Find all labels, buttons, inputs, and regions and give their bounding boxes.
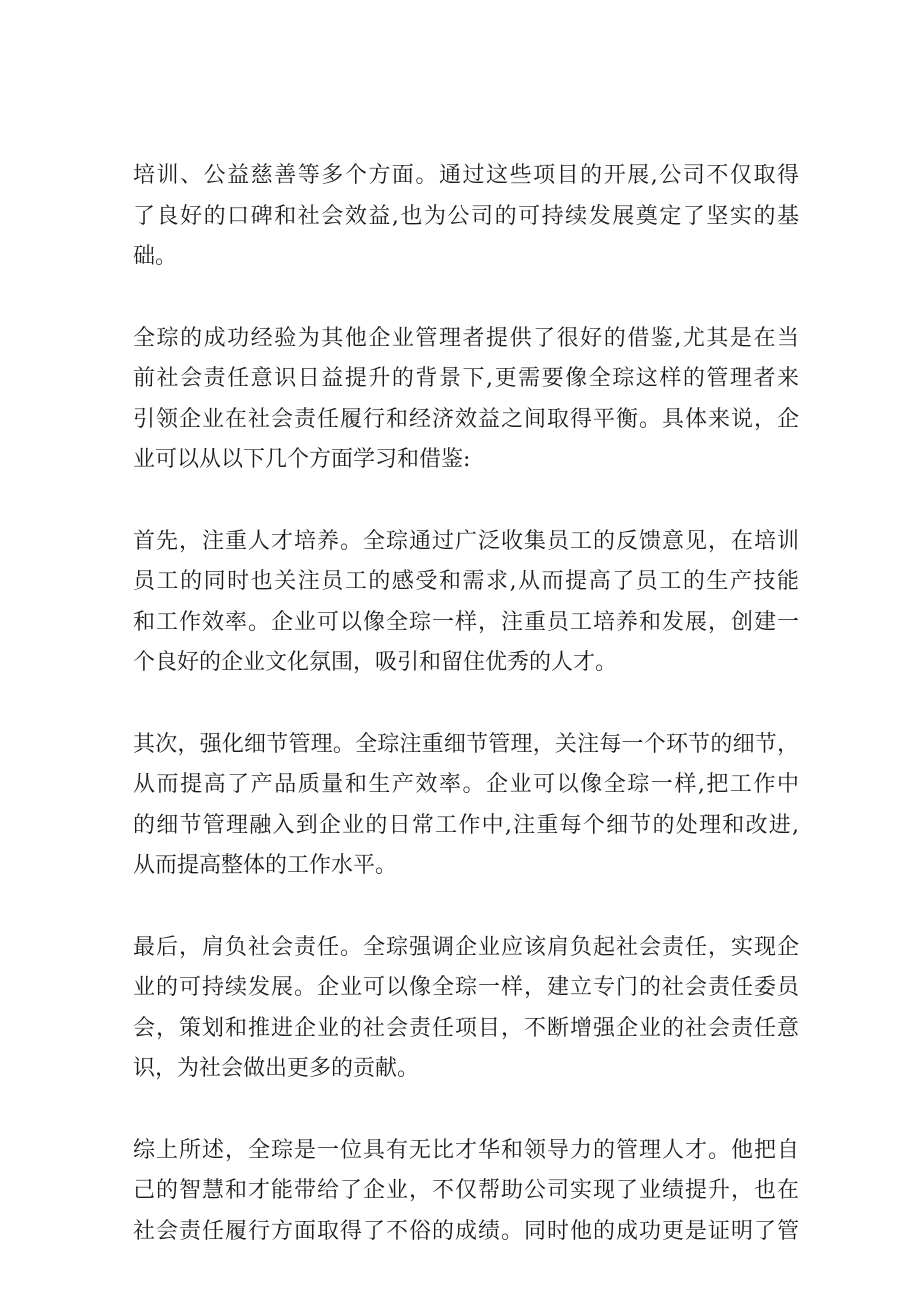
text-line: 的细节管理融入到企业的日常工作中,注重每个细节的处理和改进, bbox=[133, 812, 799, 838]
text-line: 前社会责任意识日益提升的背景下,更需要像全琮这样的管理者来 bbox=[133, 366, 799, 391]
text-line: 会，策划和推进企业的社会责任项目，不断增强企业的社会责任意 bbox=[133, 1015, 799, 1041]
paragraph-1 bbox=[133, 156, 799, 278]
text-line: 识，为社会做出更多的贡献。 bbox=[133, 1056, 420, 1081]
text-line: 引领企业在社会责任履行和经济效益之间取得平衡。具体来说，企 bbox=[133, 406, 799, 432]
document-body bbox=[133, 156, 799, 1293]
text-line: 综上所述，全琮是一位具有无比才华和领导力的管理人才。他把自 bbox=[133, 1137, 799, 1163]
text-line: 首先，注重人才培养。全琮通过广泛收集员工的反馈意见，在培训 bbox=[133, 528, 799, 554]
paragraph-2 bbox=[133, 319, 799, 481]
text-line: 培训、公益慈善等多个方面。通过这些项目的开展,公司不仅取得 bbox=[133, 163, 799, 188]
text-line: 员工的同时也关注员工的感受和需求,从而提高了员工的生产技能 bbox=[133, 569, 799, 594]
paragraph-3 bbox=[133, 522, 799, 684]
text-line: 己的智慧和才能带给了企业，不仅帮助公司实现了业绩提升，也在 bbox=[133, 1178, 799, 1203]
text-line: 个良好的企业文化氛围，吸引和留住优秀的人才。 bbox=[133, 650, 618, 675]
text-line: 从而提高整体的工作水平。 bbox=[133, 853, 398, 878]
text-line: 了良好的口碑和社会效益,也为公司的可持续发展奠定了坚实的基 bbox=[133, 203, 799, 229]
text-line: 业可以从以下几个方面学习和借鉴: bbox=[133, 447, 471, 472]
text-line: 从而提高了产品质量和生产效率。企业可以像全琮一样,把工作中 bbox=[133, 772, 799, 797]
text-line: 其次，强化细节管理。全琮注重细节管理，关注每一个环节的细节， bbox=[133, 731, 799, 757]
paragraph-4 bbox=[133, 725, 799, 887]
text-line: 全琮的成功经验为其他企业管理者提供了很好的借鉴,尤其是在当 bbox=[133, 325, 799, 351]
text-line: 业的可持续发展。企业可以像全琮一样，建立专门的社会责任委员 bbox=[133, 975, 799, 1000]
text-line: 最后，肩负社会责任。全琮强调企业应该肩负起社会责任，实现企 bbox=[133, 934, 799, 960]
text-line: 社会责任履行方面取得了不俗的成绩。同时他的成功更是证明了管 bbox=[133, 1218, 799, 1244]
text-line: 和工作效率。企业可以像全琮一样，注重员工培养和发展，创建一 bbox=[133, 609, 799, 635]
paragraph-5 bbox=[133, 928, 799, 1090]
paragraph-6 bbox=[133, 1131, 799, 1253]
text-line: 础。 bbox=[133, 244, 178, 269]
